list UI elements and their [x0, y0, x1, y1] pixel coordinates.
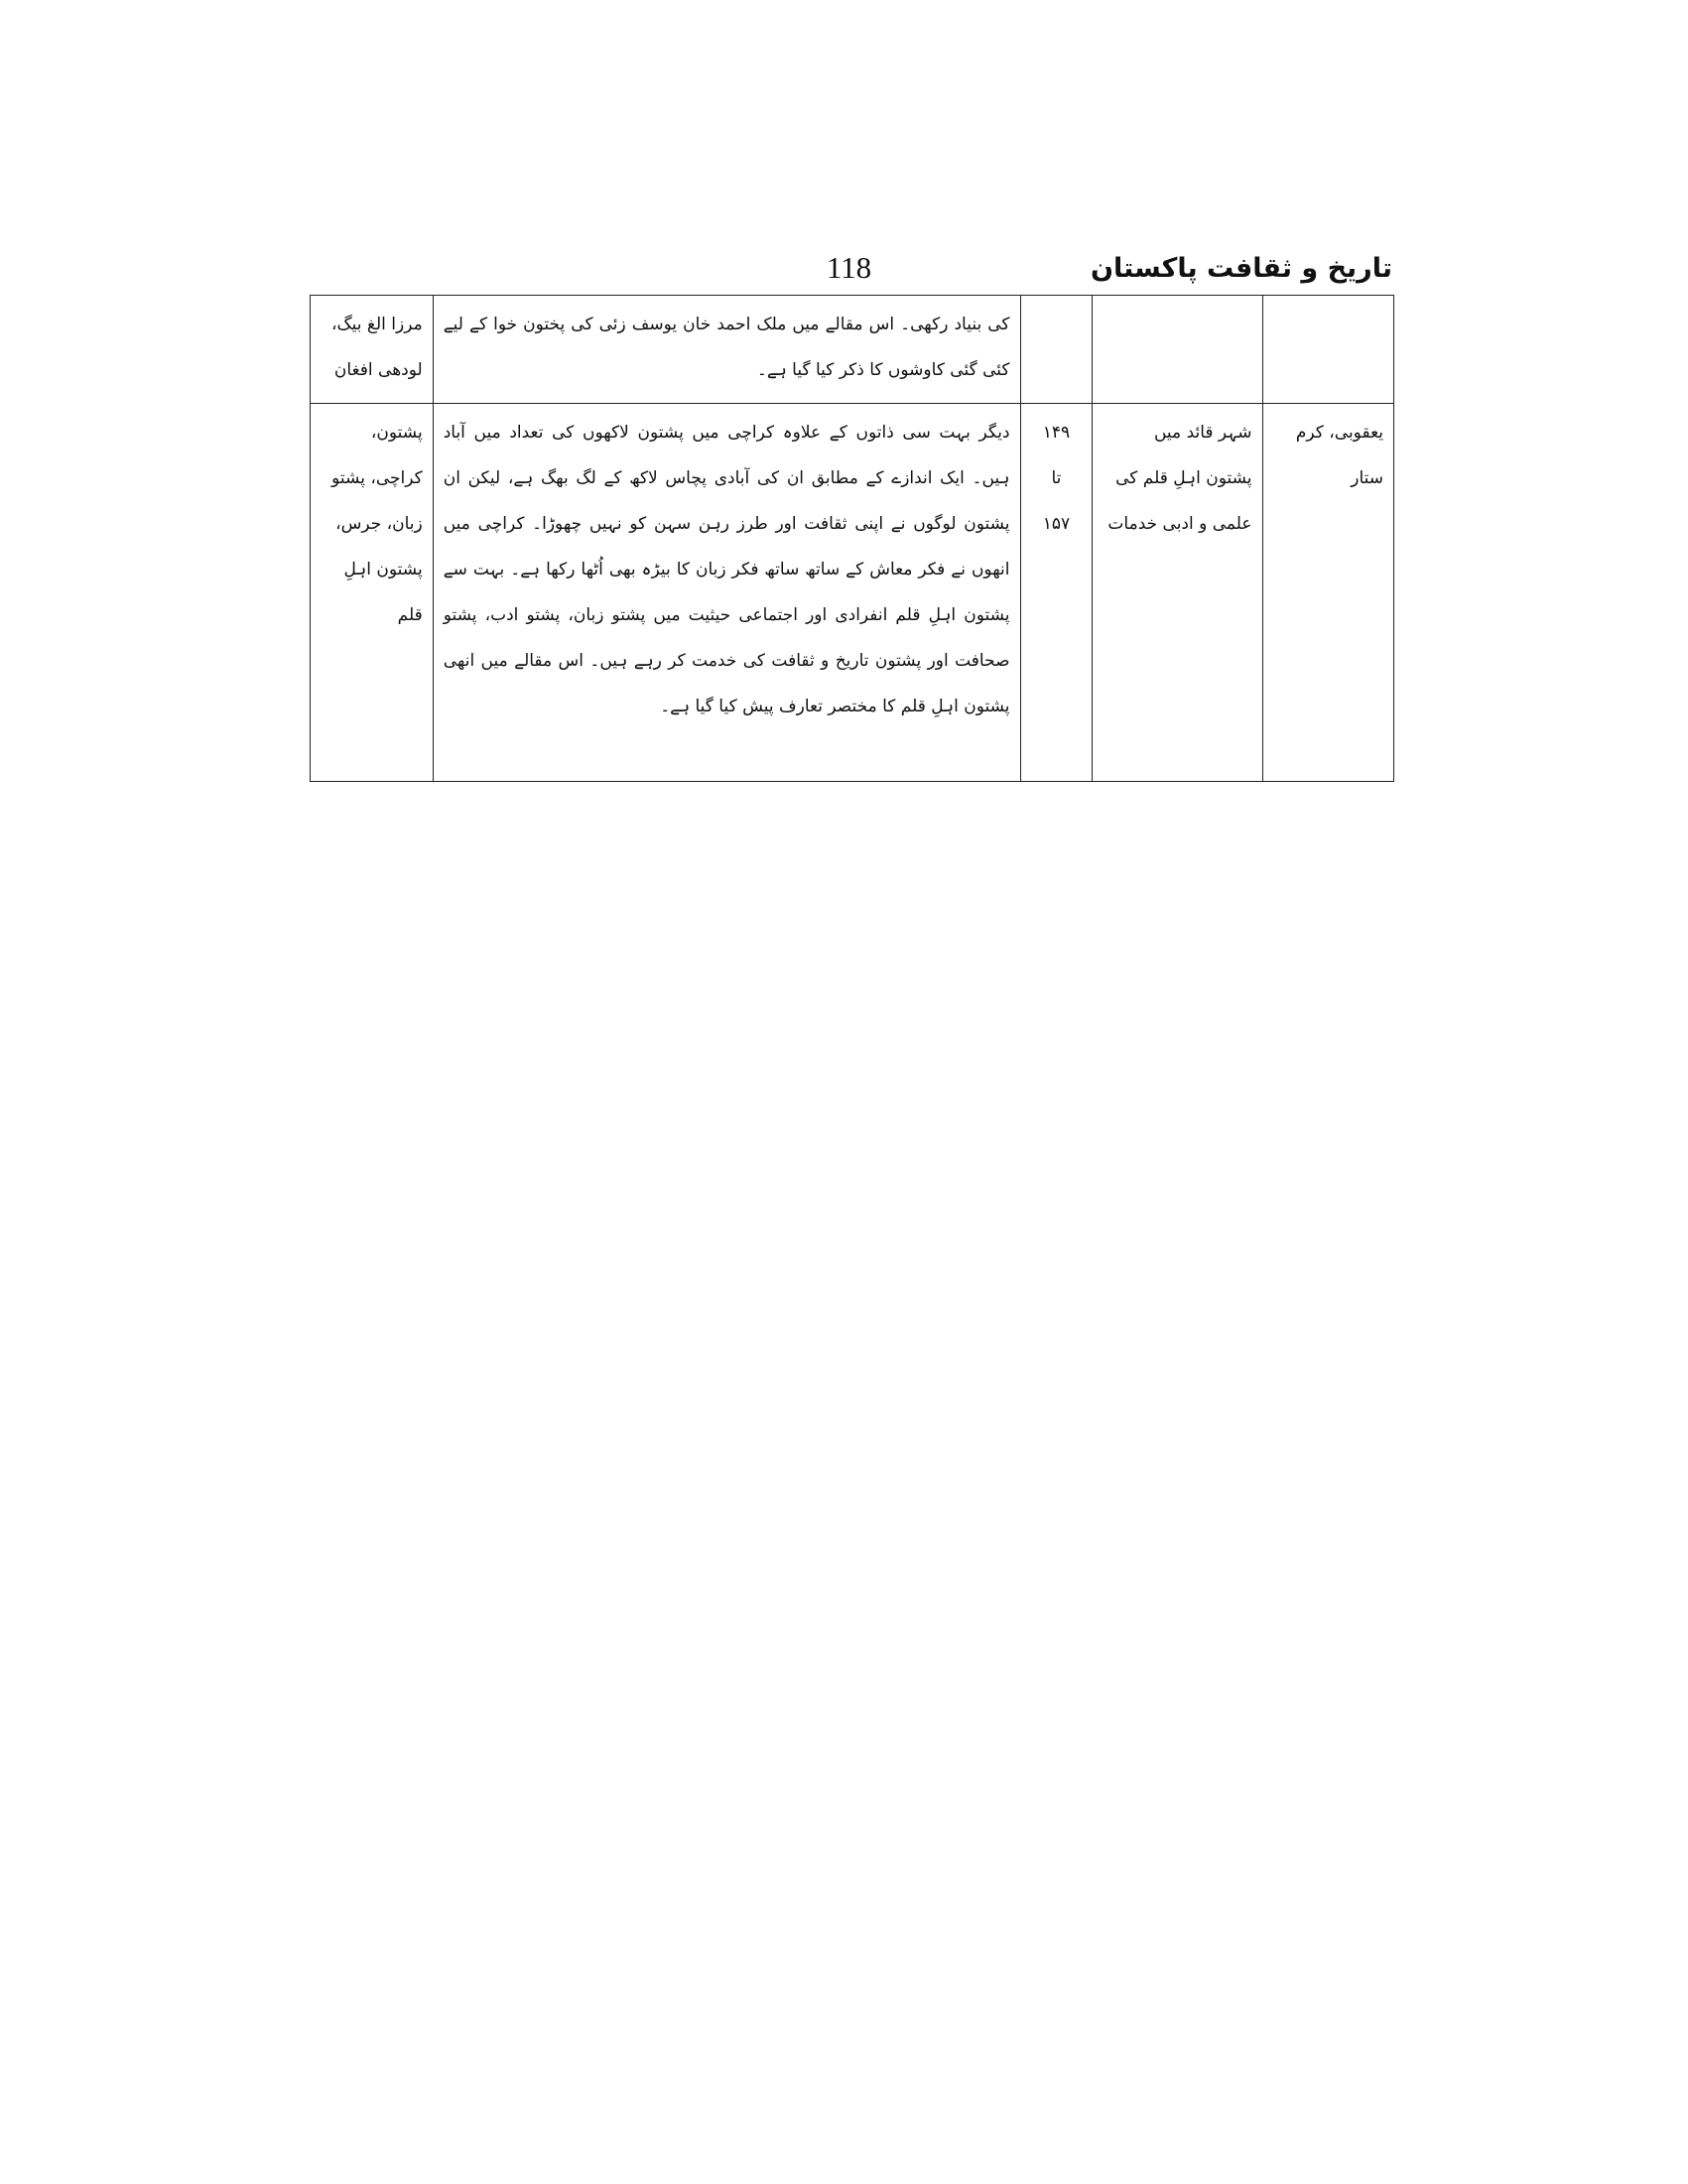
article-title-cell — [1093, 296, 1262, 404]
page-range-cell — [1020, 296, 1093, 404]
table-row — [311, 404, 1394, 782]
article-title-cell: شہر قائد میں پشتون اہلِ قلم کی علمی و ادبی خدمات — [1093, 404, 1262, 782]
keywords-cell: پشتون، کراچی، پشتو زبان، جرس، پشتون اہلِ قلم — [311, 404, 434, 782]
page-range-cell — [1020, 404, 1093, 782]
author-cell: یعقوبی، کرم ستار — [1262, 404, 1393, 782]
table-row — [311, 296, 1394, 404]
book-title: تاریخ و ثقافت پاکستان — [1090, 253, 1392, 284]
summary-cell: کی بنیاد رکھی۔ اس مقالے میں ملک احمد خان یوسف زئی کی پختون خوا کے لیے کئی گئی کاوشوں کا ذکر کیا گیا ہے۔ — [433, 296, 1020, 404]
page-start: ۱۴۹ — [1042, 423, 1071, 443]
keywords-cell: مرزا الغ بیگ، لودھی افغان — [311, 296, 434, 404]
page-separator: تا — [1051, 468, 1062, 488]
author-cell — [1262, 296, 1393, 404]
summary-cell: دیگر بہت سی ذاتوں کے علاوہ کراچی میں پشتون لاکھوں کی تعداد میں آباد ہیں۔ ایک اندازے کے مطابق ان کی آبادی پچاس لاکھ کے لگ بھگ ہے، لیکن ان پشتون لوگوں نے اپنی ثقافت اور طرز رہن سہن کو نہیں چھوڑا۔ کراچی میں انھوں نے فکر معاش کے ساتھ ساتھ فکر زبان کا بیڑہ بھی اُٹھا رکھا ہے۔ بہت سے پشتون اہلِ قلم انفرادی اور اجتماعی حیثیت میں پشتو زبان، پشتو ادب، پشتو صحافت اور پشتون تاریخ و ثقافت کی خدمت کر رہے ہیں۔ اس مقالے میں انھی پشتون اہلِ قلم کا مختصر تعارف پیش کیا گیا ہے۔ — [433, 404, 1020, 782]
page-number: 118 — [826, 250, 872, 285]
page-header — [306, 246, 1392, 292]
index-table — [310, 295, 1394, 782]
page-end: ۱۵۷ — [1042, 514, 1071, 534]
